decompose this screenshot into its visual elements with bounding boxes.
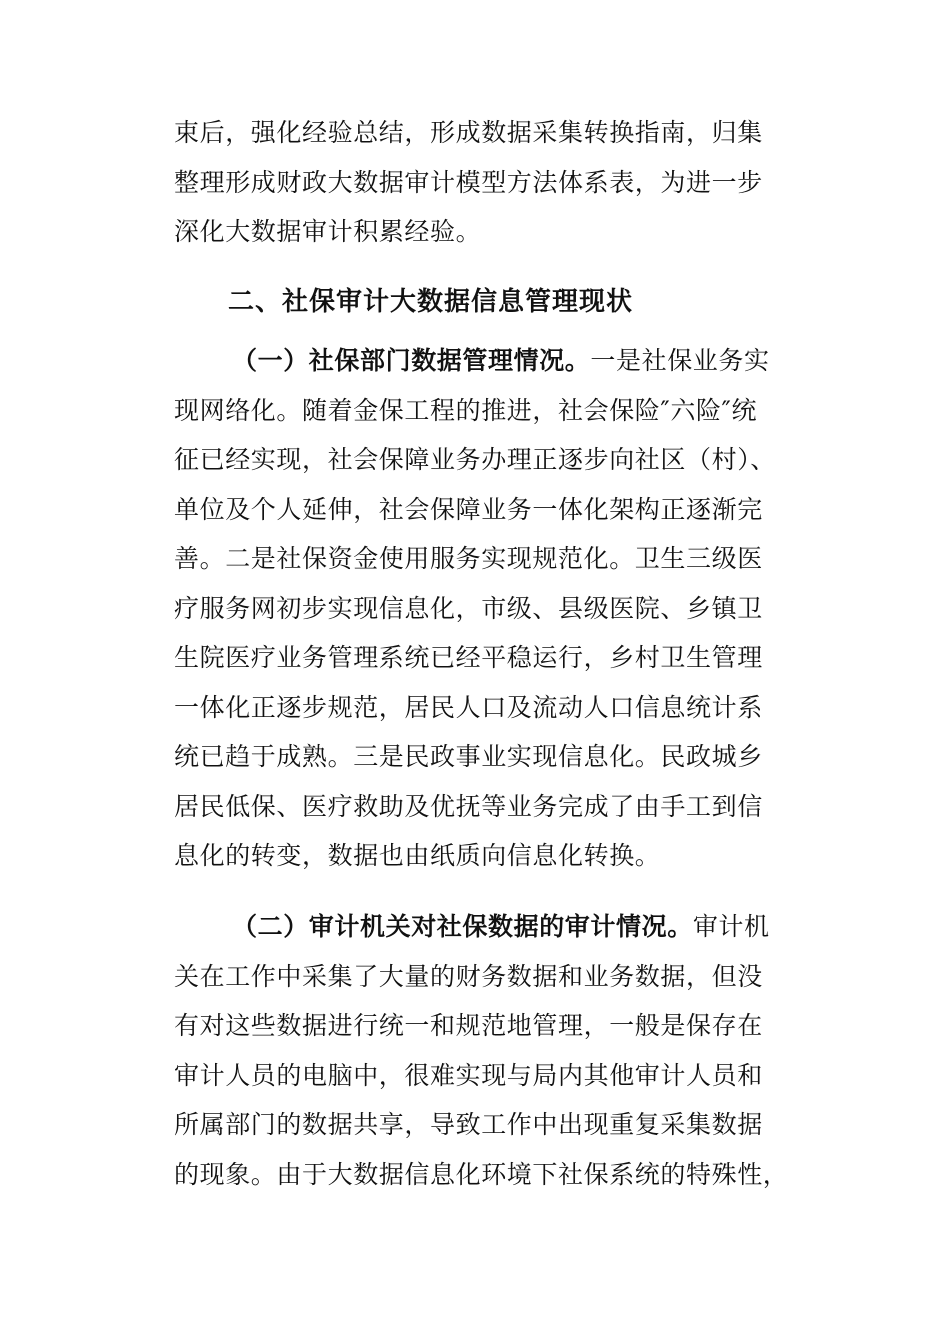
paragraph-line: 有对这些数据进行统一和规范地管理，一般是保存在 bbox=[174, 1011, 763, 1040]
paragraph-subsection-2 bbox=[174, 902, 789, 1199]
paragraph-subsection-1 bbox=[174, 336, 786, 881]
paragraph-line: 单位及个人延伸，社会保障业务一体化架构正逐渐完 bbox=[174, 494, 763, 524]
paragraph-continuation bbox=[174, 108, 786, 257]
subsection-title: （二）审计机关对社保数据的审计情况。 bbox=[232, 912, 693, 941]
paragraph-line: 束后，强化经验总结，形成数据采集转换指南，归集 bbox=[174, 118, 763, 147]
paragraph-first-line bbox=[174, 336, 786, 386]
paragraph-line: 深化大数据审计积累经验。 bbox=[174, 217, 482, 246]
paragraph-line: 生院医疗业务管理系统已经平稳运行，乡村卫生管理 bbox=[174, 643, 763, 672]
paragraph-line: 征已经实现，社会保障业务办理正逐步向社区（村）、 bbox=[174, 445, 776, 474]
paragraph-text: 一是社保业务实 bbox=[590, 346, 770, 375]
section-heading: 二、社保审计大数据信息管理现状 bbox=[228, 287, 634, 317]
paragraph-line: 审计人员的电脑中，很难实现与局内其他审计人员和 bbox=[174, 1060, 763, 1090]
paragraph-line: 息化的转变，数据也由纸质向信息化转换。 bbox=[174, 841, 661, 870]
paragraph-line: 所属部门的数据共享，导致工作中出现重复采集数据 bbox=[174, 1110, 763, 1139]
paragraph-line: 居民低保、医疗救助及优抚等业务完成了由手工到信 bbox=[174, 791, 763, 821]
paragraph-line: 一体化正逐步规范，居民人口及流动人口信息统计系 bbox=[174, 692, 763, 722]
paragraph-line: 善。二是社保资金使用服务实现规范化。卫生三级医 bbox=[174, 544, 763, 573]
paragraph-first-line bbox=[174, 902, 786, 952]
paragraph-line: 疗服务网初步实现信息化，市级、县级医院、乡镇卫 bbox=[174, 593, 763, 623]
paragraph-line: 统已趋于成熟。三是民政事业实现信息化。民政城乡 bbox=[174, 742, 763, 771]
paragraph-text: 审计机 bbox=[692, 912, 770, 941]
paragraph-line: 关在工作中采集了大量的财务数据和业务数据，但没 bbox=[174, 961, 763, 991]
paragraph-line: 的现象。由于大数据信息化环境下社保系统的特殊性， bbox=[174, 1159, 789, 1189]
paragraph-line: 现网络化。随着金保工程的推进，社会保险″六险″统 bbox=[174, 395, 758, 425]
paragraph-line: 整理形成财政大数据审计模型方法体系表，为进一步 bbox=[174, 167, 763, 197]
subsection-title: （一）社保部门数据管理情况。 bbox=[232, 346, 591, 375]
